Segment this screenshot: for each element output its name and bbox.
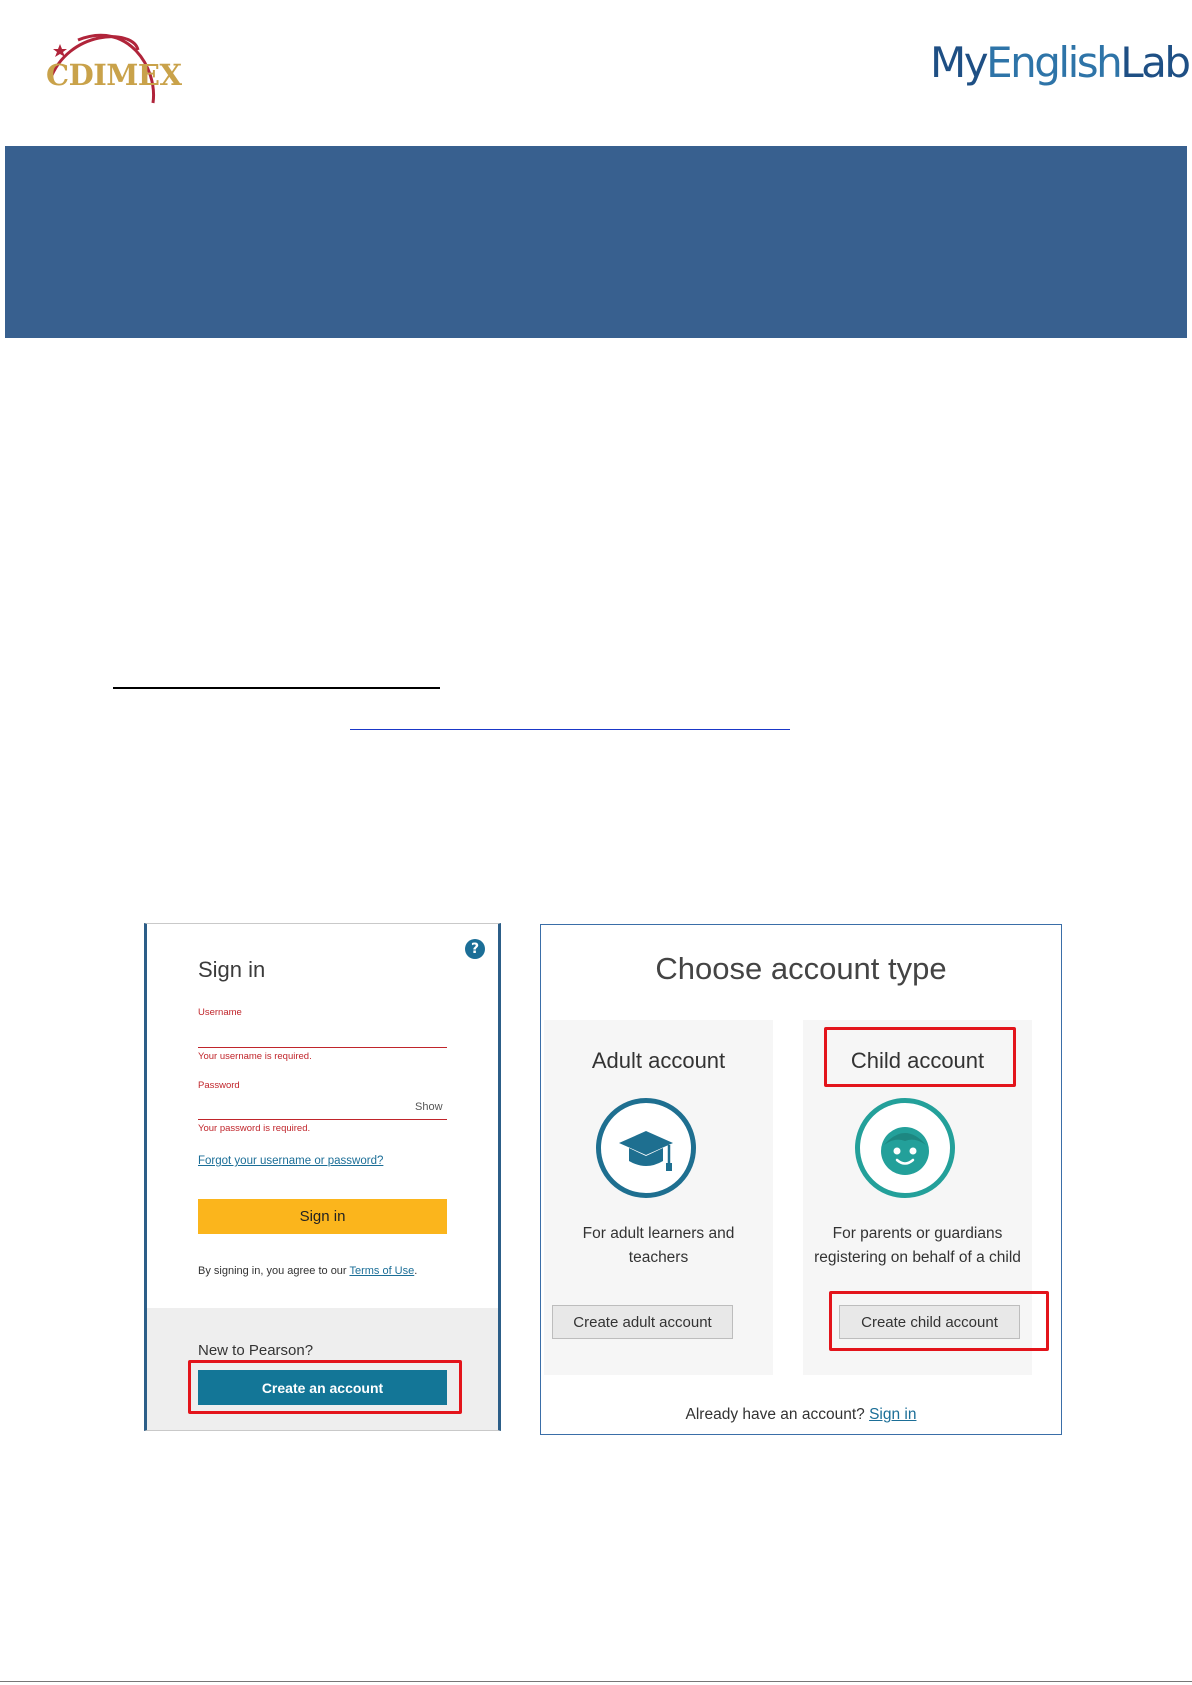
- adult-desc-line2: teachers: [628, 1249, 689, 1266]
- child-account-description: [803, 1222, 1032, 1270]
- highlight-create-child-account: [829, 1291, 1049, 1351]
- signin-panel: [144, 923, 501, 1431]
- adult-account-description: [544, 1222, 773, 1270]
- signin-title: Sign in: [198, 957, 266, 982]
- password-field[interactable]: [198, 1119, 447, 1120]
- create-account-button[interactable]: Create an account: [198, 1370, 447, 1405]
- choose-account-panel: [540, 924, 1062, 1435]
- highlight-create-account: [188, 1360, 462, 1414]
- username-label: Username: [198, 1007, 242, 1018]
- cdimex-logo: [38, 28, 182, 108]
- username-field[interactable]: [198, 1047, 447, 1048]
- child-desc-line2: registering on behalf of a child: [814, 1249, 1021, 1266]
- logo-my: My: [930, 38, 987, 87]
- already-have-account: [541, 1406, 1061, 1424]
- create-child-account-button[interactable]: Create child account: [839, 1305, 1020, 1339]
- section-underline: [113, 687, 440, 689]
- terms-text: By signing in, you agree to our: [198, 1265, 350, 1277]
- password-error: Your password is required.: [198, 1123, 311, 1134]
- graduation-cap-icon: [596, 1098, 696, 1198]
- terms-link[interactable]: Terms of Use: [349, 1265, 415, 1277]
- logo-lab: Lab: [1120, 38, 1189, 87]
- help-icon[interactable]: ?: [465, 939, 485, 959]
- myenglishlab-logo: [930, 38, 1189, 98]
- signin-footer: [147, 1308, 498, 1430]
- child-account-title: Child account: [850, 1048, 985, 1073]
- logo-english: English: [986, 38, 1121, 87]
- signin-button[interactable]: Sign in: [198, 1199, 447, 1234]
- page-footer-rule: [0, 1681, 1192, 1682]
- highlight-child-account-title: [824, 1027, 1016, 1087]
- child-desc-line1: For parents or guardians: [832, 1225, 1003, 1242]
- hyperlink-underline: [350, 729, 790, 730]
- terms-end: .: [414, 1265, 418, 1277]
- adult-account-title: Adult account: [591, 1048, 726, 1073]
- choose-title: Choose account type: [655, 951, 947, 986]
- already-text: Already have an account?: [685, 1406, 870, 1423]
- cdimex-wordmark: CDIMEX: [46, 58, 182, 92]
- create-adult-account-button[interactable]: Create adult account: [552, 1305, 733, 1339]
- show-password-toggle[interactable]: Show: [415, 1101, 443, 1113]
- forgot-credentials-link[interactable]: Forgot your username or password?: [198, 1155, 384, 1167]
- username-error: Your username is required.: [198, 1051, 312, 1062]
- header-banner: [5, 146, 1187, 338]
- terms-notice: [198, 1265, 417, 1277]
- signin-link[interactable]: Sign in: [869, 1406, 917, 1423]
- adult-account-card: [544, 1020, 773, 1375]
- child-face-icon: [855, 1098, 955, 1198]
- adult-desc-line1: For adult learners and: [582, 1225, 735, 1242]
- password-label: Password: [198, 1080, 240, 1091]
- new-to-pearson: New to Pearson?: [198, 1342, 314, 1359]
